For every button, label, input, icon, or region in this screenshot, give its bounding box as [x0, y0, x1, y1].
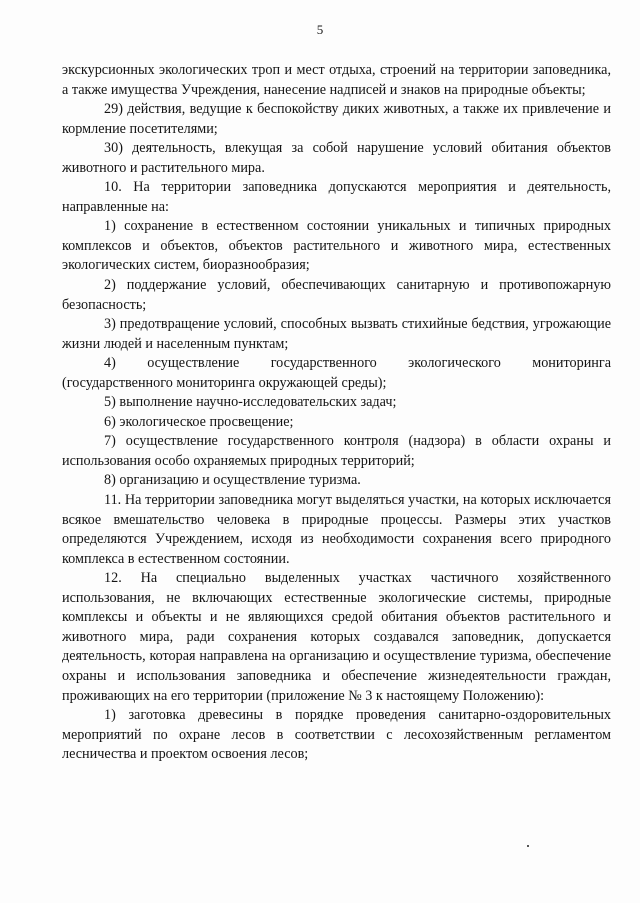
clause-10-item-3: 3) предотвращение условий, способных вызвать стихийные бедствия, угрожающие жизни людей и населенным пунктам; — [62, 316, 611, 352]
clause-10-item-4: 4) осуществление государственного экологического мониторинга (государственного мониторинга окружающей среды); — [62, 355, 611, 391]
clause-10-item-2: 2) поддержание условий, обеспечивающих санитарную и противопожарную безопасность; — [62, 277, 611, 313]
clause-10: 10. На территории заповедника допускаются мероприятия и деятельность, направленные на: — [62, 179, 611, 215]
clause-11: 11. На территории заповедника могут выделяться участки, на которых исключается всякое вмешательство человека в природные процессы. Размеры этих участков определяются Учреждением, исходя из необходимости сохранения всего природного комплекса в естественном состоянии. — [62, 492, 611, 567]
clause-12-item-1: 1) заготовка древесины в порядке проведения санитарно-оздоровительных мероприятий по охране лесов в соответствии с лесохозяйственным регламентом лесничества и проектом освоения лесов; — [62, 707, 611, 763]
clause-10-item-7: 7) осуществление государственного контроля (надзора) в области охраны и использования особо охраняемых природных территорий; — [62, 433, 611, 469]
clause-10-item-5: 5) выполнение научно-исследовательских задач; — [104, 394, 397, 411]
clause-10-item-8: 8) организацию и осуществление туризма. — [104, 472, 361, 489]
clause-10-item-1: 1) сохранение в естественном состоянии уникальных и типичных природных комплексов и объектов, объектов растительного и животного мира, естественных экологических систем, биоразнообразия; — [62, 218, 611, 274]
list-item-30: 30) деятельность, влекущая за собой нарушение условий обитания объектов животного и растительного мира. — [62, 140, 611, 176]
page-number: 5 — [316, 22, 324, 37]
clause-10-item-6: 6) экологическое просвещение; — [104, 413, 294, 430]
paragraph-continuation: экскурсионных экологических троп и мест отдыха, строений на территории заповедника, а также имущества Учреждения, нанесение надписей и знаков на природные объекты; — [62, 62, 611, 98]
clause-12: 12. На специально выделенных участках частичного хозяйственного использования, не включающих естественные экологические системы, природные комплексы и объекты и не являющихся средой обитания объектов растительного и животного мира, ради сохранения которых создавался заповедник, допускается деятельность, которая направлена на организацию и осуществление туризма, обеспечение охраны и использования заповедника и обеспечение жизнедеятельности граждан, проживающих на его территории (приложение № 3 к настоящему Положению): — [62, 570, 611, 704]
list-item-29: 29) действия, ведущие к беспокойству диких животных, а также их привлечение и кормление посетителями; — [62, 101, 611, 137]
scan-artifact — [527, 845, 529, 847]
document-body — [62, 61, 611, 765]
